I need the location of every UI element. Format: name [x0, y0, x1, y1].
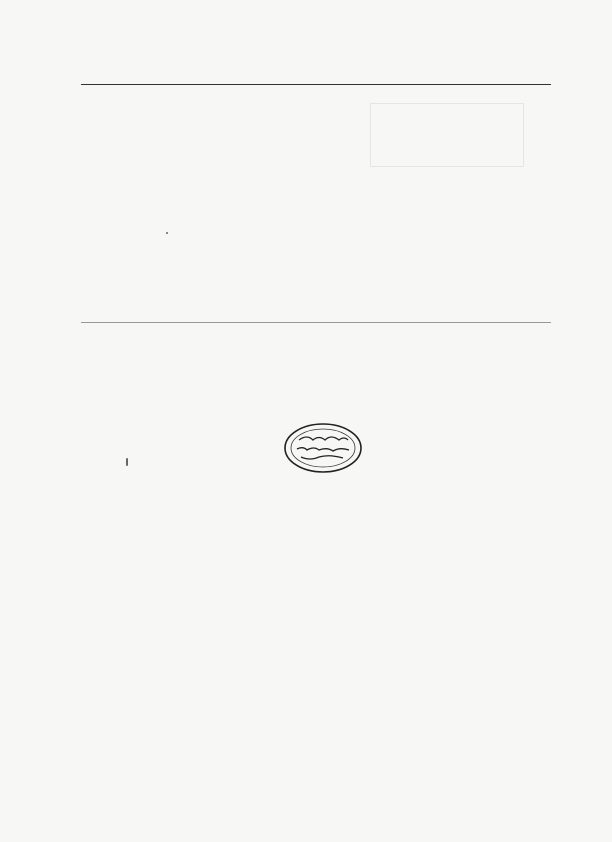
faint-stamp-box	[370, 103, 524, 167]
title-divider	[81, 84, 551, 85]
office-seal-icon	[283, 422, 363, 474]
handwritten-answer	[118, 371, 478, 380]
footer-divider	[81, 322, 551, 323]
scan-speck	[126, 458, 128, 466]
handwritten-heading	[300, 352, 460, 360]
scan-speck	[166, 232, 168, 234]
